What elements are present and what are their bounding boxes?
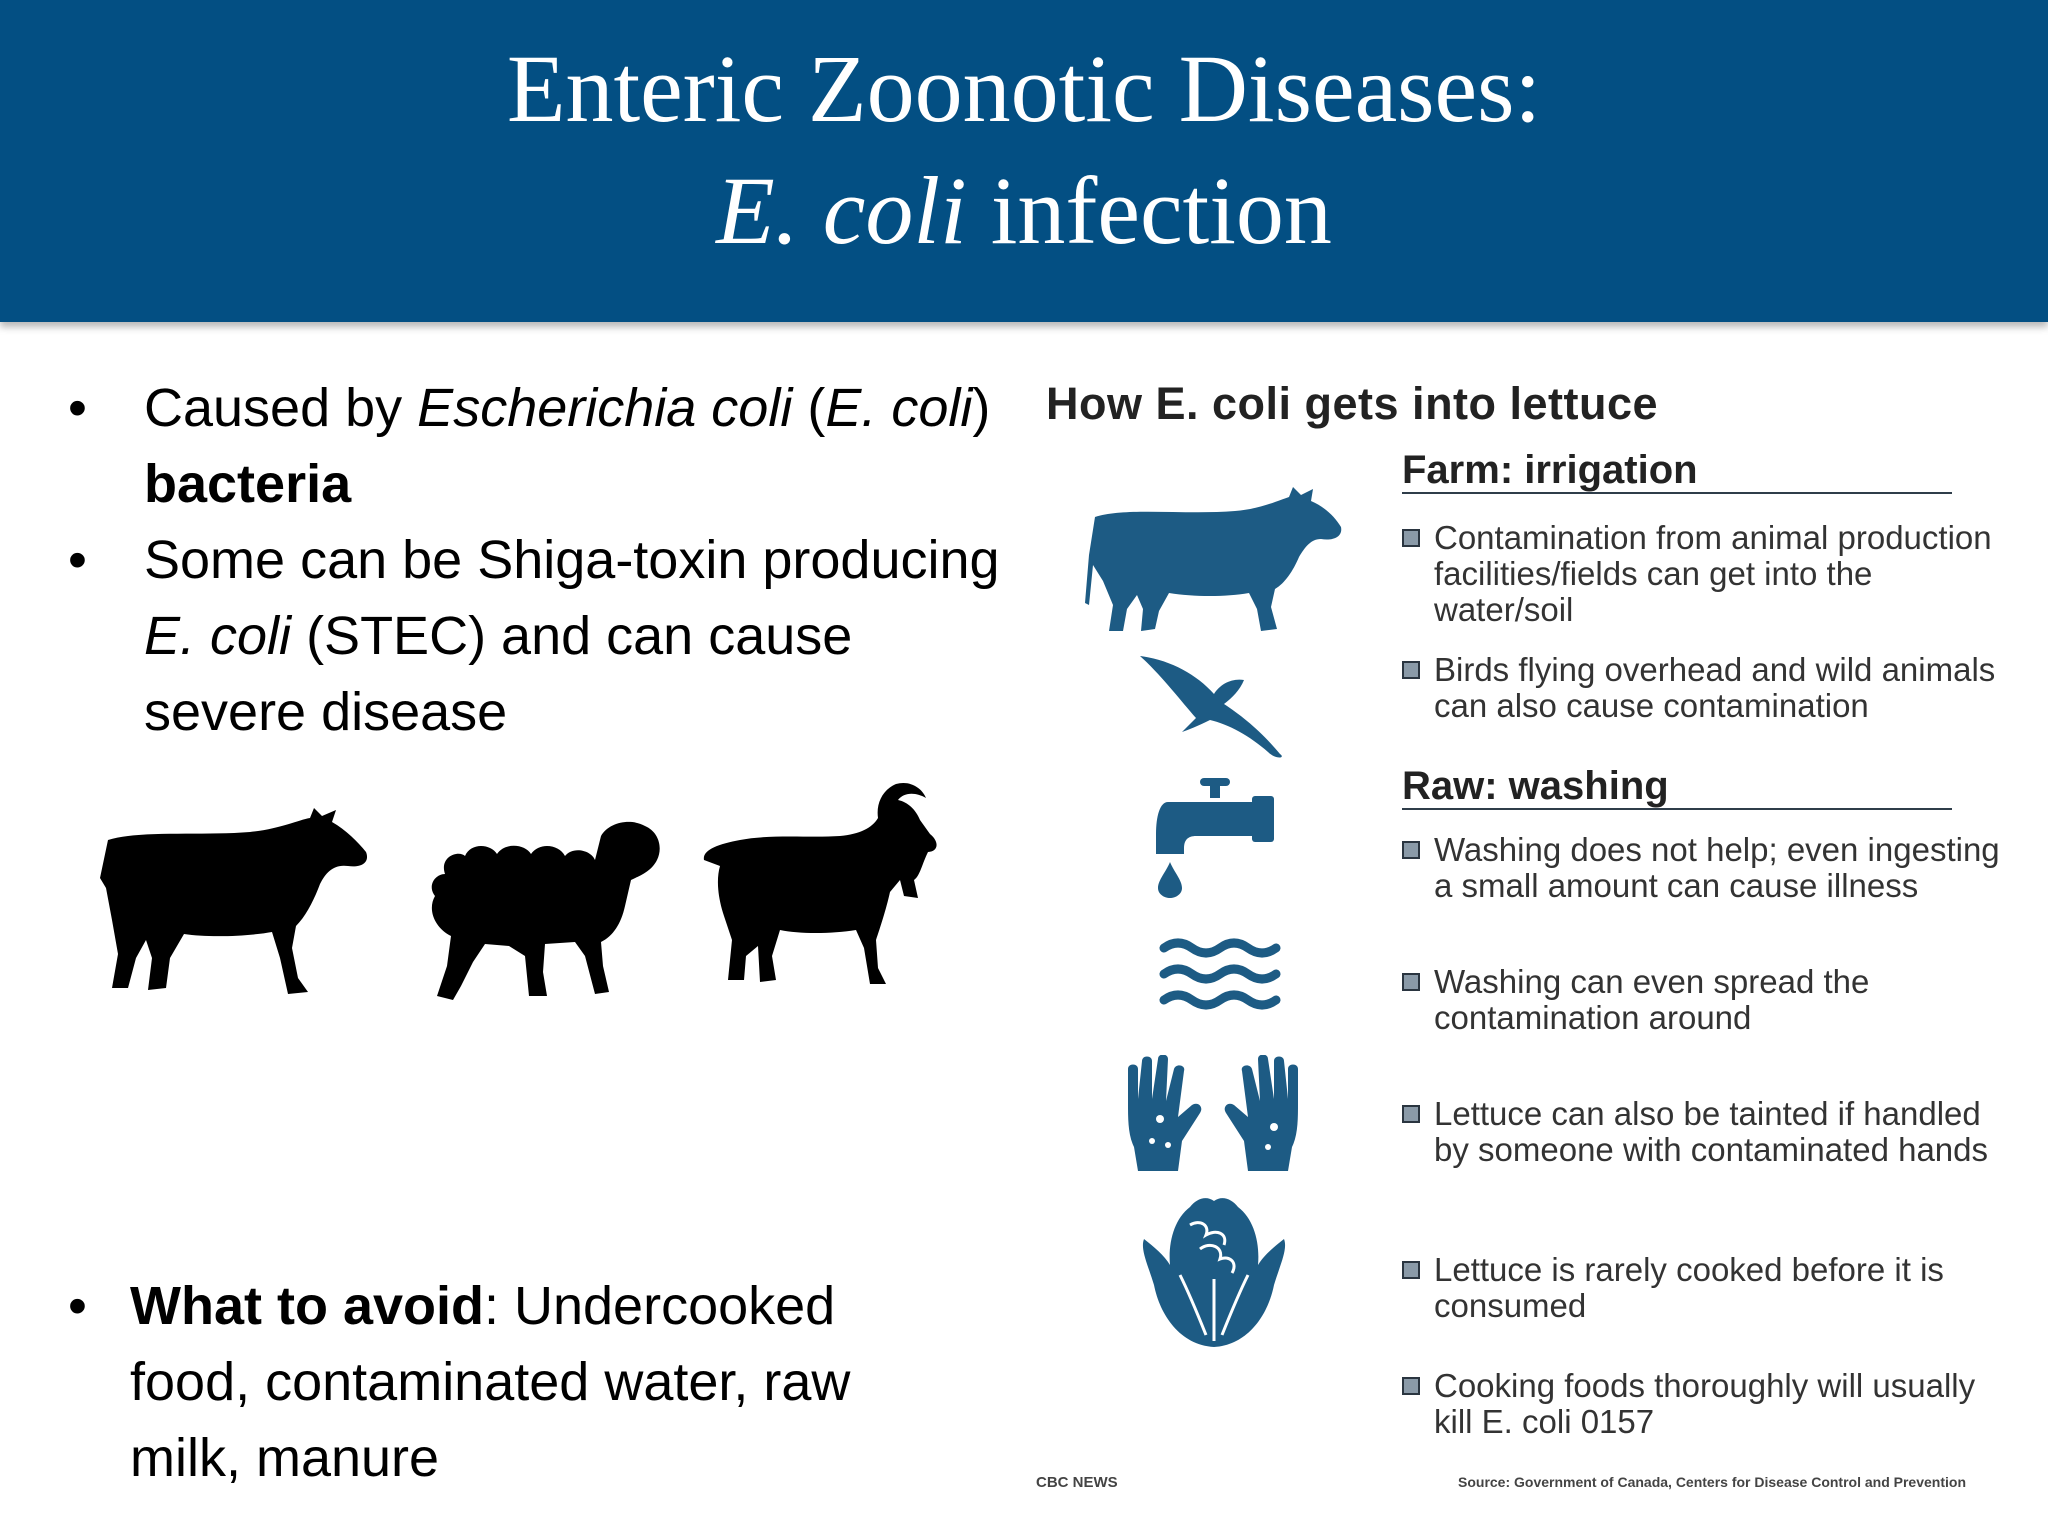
title-line-2 (0, 150, 2048, 272)
bullet-italic: E. coli (144, 606, 292, 666)
section-divider (1402, 492, 1952, 494)
bullet-italic: Escherichia coli (417, 378, 793, 438)
bird-icon (1140, 650, 1290, 760)
section-farm-irrigation: Farm: irrigation (1402, 448, 1698, 492)
square-bullet-icon (1402, 1261, 1420, 1279)
square-bullet-icon (1402, 529, 1420, 547)
bullet-italic: E. coli (825, 378, 973, 438)
bullet-avoid-item (62, 1268, 962, 1496)
bullet-list (62, 370, 1022, 750)
bullet-text: ( (792, 378, 826, 438)
info-item-text: Birds flying overhead and wild animals can also cause contamination (1434, 651, 1996, 724)
title-rest: infection (966, 157, 1332, 264)
bullet-marker: • (68, 1276, 87, 1336)
info-item (1402, 1252, 2002, 1324)
info-item (1402, 964, 2002, 1036)
bullet-text: : Undercooked food, contaminated water, raw milk, manure (130, 1276, 851, 1488)
info-item-text: Washing does not help; even ingesting a small amount can cause illness (1434, 831, 2000, 904)
title-banner (0, 0, 2048, 322)
bullet-text: Caused by (144, 378, 418, 438)
bullet-text: (STEC) and can cause severe disease (144, 606, 853, 742)
bullet-text: ) (972, 378, 991, 438)
bullet-marker: • (68, 378, 87, 438)
bullet-caused-by (62, 370, 1022, 522)
title-italic: E. coli (716, 157, 967, 264)
bullet-what-to-avoid (62, 1268, 962, 1496)
info-item (1402, 832, 2002, 904)
info-item-text: Contamination from animal production facilities/fields can get into the water/soil (1434, 519, 1992, 628)
bullet-text: Some can be Shiga-toxin producing (144, 530, 1000, 590)
bullet-stec (62, 522, 1022, 750)
square-bullet-icon (1402, 841, 1420, 859)
sheep-icon (425, 816, 665, 1002)
square-bullet-icon (1402, 1105, 1420, 1123)
section-raw-washing: Raw: washing (1402, 764, 1669, 808)
credit-source: Source: Government of Canada, Centers for Disease Control and Prevention (1458, 1474, 1966, 1490)
goat-icon (700, 780, 940, 990)
lettuce-icon (1140, 1195, 1288, 1351)
info-item-text: Cooking foods thoroughly will usually kill E. coli 0157 (1434, 1367, 1976, 1440)
bullet-marker: • (68, 530, 87, 590)
info-item (1402, 652, 2002, 724)
section-divider (1402, 808, 1952, 810)
credit-cbc: CBC NEWS (1036, 1474, 1118, 1491)
faucet-icon (1148, 778, 1278, 898)
cow-icon (1085, 485, 1345, 635)
bullet-bold: bacteria (144, 454, 352, 514)
square-bullet-icon (1402, 973, 1420, 991)
water-waves-icon (1158, 936, 1282, 1012)
info-item-text: Washing can even spread the contamination around (1434, 963, 1870, 1036)
info-item (1402, 520, 2002, 628)
info-item-text: Lettuce can also be tainted if handled by someone with contaminated hands (1434, 1095, 1989, 1168)
square-bullet-icon (1402, 661, 1420, 679)
info-item (1402, 1368, 2002, 1440)
info-item (1402, 1096, 2002, 1168)
title-line-1: Enteric Zoonotic Diseases: (506, 35, 1542, 142)
slide-title (0, 28, 2048, 272)
info-item-text: Lettuce is rarely cooked before it is consumed (1434, 1251, 1944, 1324)
gloves-icon (1108, 1055, 1318, 1175)
bullet-bold: What to avoid (130, 1276, 484, 1336)
infographic-title: How E. coli gets into lettuce (1046, 378, 1659, 429)
cow-icon (100, 808, 370, 998)
square-bullet-icon (1402, 1377, 1420, 1395)
